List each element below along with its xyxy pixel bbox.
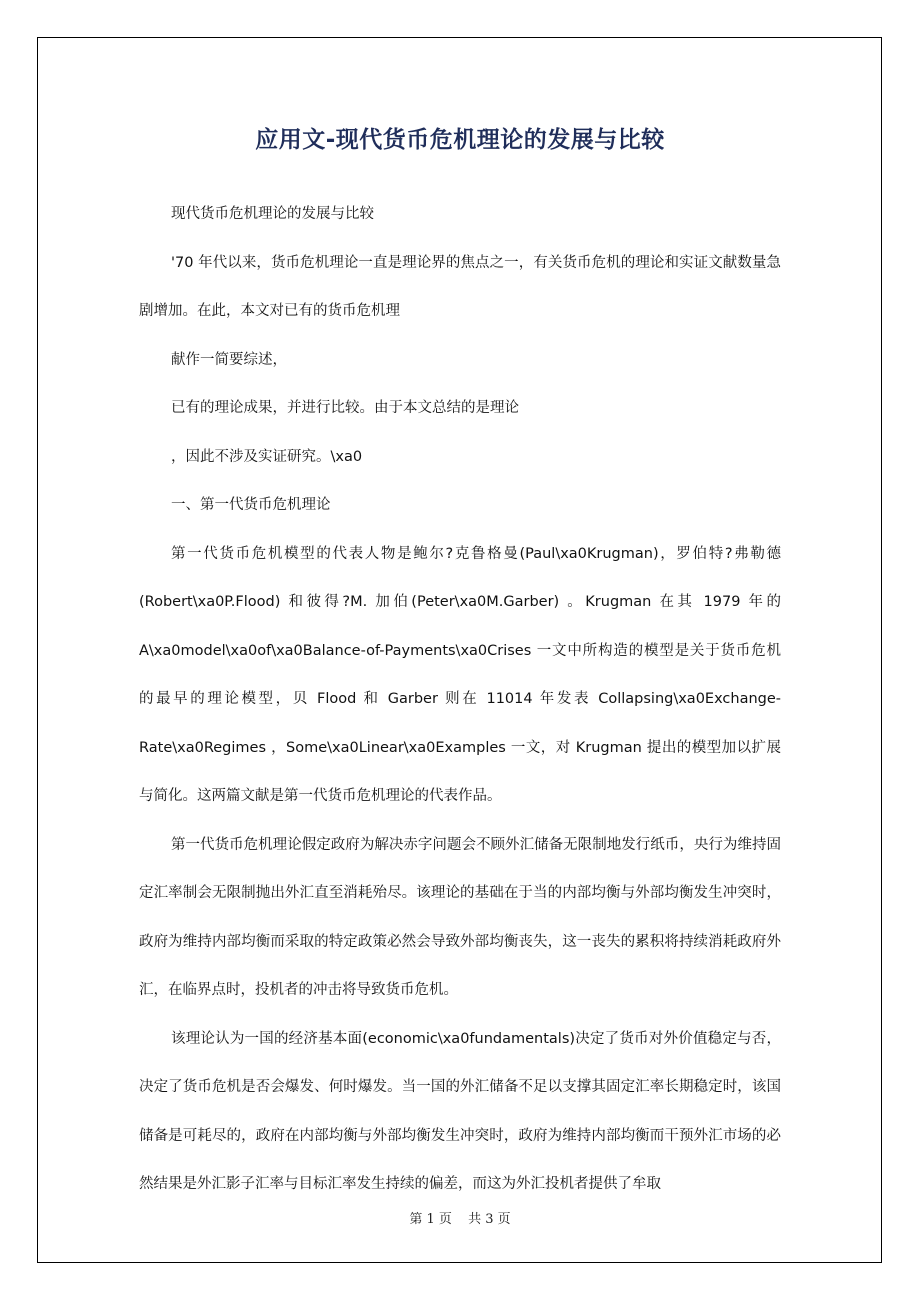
section-heading: 一、第一代货币危机理论 — [171, 497, 331, 513]
document-body — [139, 190, 781, 1209]
paragraph: 第一代货币危机理论假定政府为解决赤字问题会不顾外汇储备无限制地发行纸币，央行为维持固定汇率制会无限制抛出外汇直至消耗殆尽。该理论的基础在于当的内部均衡与外部均衡发生冲突时，政府为维持内部均衡而采取的特定政策必然会导致外部均衡丧失，这一丧失的累积将持续消耗政府外汇，在临界点时，投机者的冲击将导致货币危机。 — [139, 836, 781, 998]
paragraph: ，因此不涉及实证研究。\xa0 — [171, 448, 363, 465]
page-total: 共 3 页 — [468, 1212, 511, 1227]
paragraph: 已有的理论成果，并进行比较。由于本文总结的是理论 — [171, 400, 519, 416]
paragraph: 现代货币危机理论的发展与比较 — [171, 206, 374, 222]
paragraph: 第一代货币危机模型的代表人物是鲍尔?克鲁格曼(Paul\xa0Krugman)，罗伯特?弗勒德(Robert\xa0P.Flood) 和彼得?M. 加伯(Peter\xa0M.Garber) 。Krugman 在其 1979 年的 A\xa0model\xa0of\xa0Balance-of-Payments\xa0Crises 一文中所构造的模型是关于货币危机的最早的理论模型，贝 Flood 和 Garber 则在 11014 年发表 Collapsing\xa0Exchange-Rate\xa0Regimes ，Some\xa0Linear\xa0Examples 一文，对 Krugman 提出的模型加以扩展与简化。这两篇文献是第一代货币危机理论的代表作品。 — [139, 545, 781, 804]
page-footer — [0, 1208, 920, 1227]
document-title: 应用文-现代货币危机理论的发展与比较 — [255, 127, 665, 153]
paragraph: '70 年代以来，货币危机理论一直是理论界的焦点之一，有关货币危机的理论和实证文献数量急剧增加。在此，本文对已有的货币危机理 — [139, 254, 781, 319]
paragraph: 该理论认为一国的经济基本面(economic\xa0fundamentals)决定了货币对外价值稳定与否，决定了货币危机是否会爆发、何时爆发。当一国的外汇储备不足以支撑其固定汇率长期稳定时，该国储备是可耗尽的，政府在内部均衡与外部均衡发生冲突时，政府为维持内部均衡而干预外汇市场的必然结果是外汇影子汇率与目标汇率发生持续的偏差，而这为外汇投机者提供了牟取 — [139, 1030, 781, 1192]
page-number: 第 1 页 — [409, 1212, 452, 1227]
paragraph: 献作一简要综述， — [171, 351, 287, 368]
